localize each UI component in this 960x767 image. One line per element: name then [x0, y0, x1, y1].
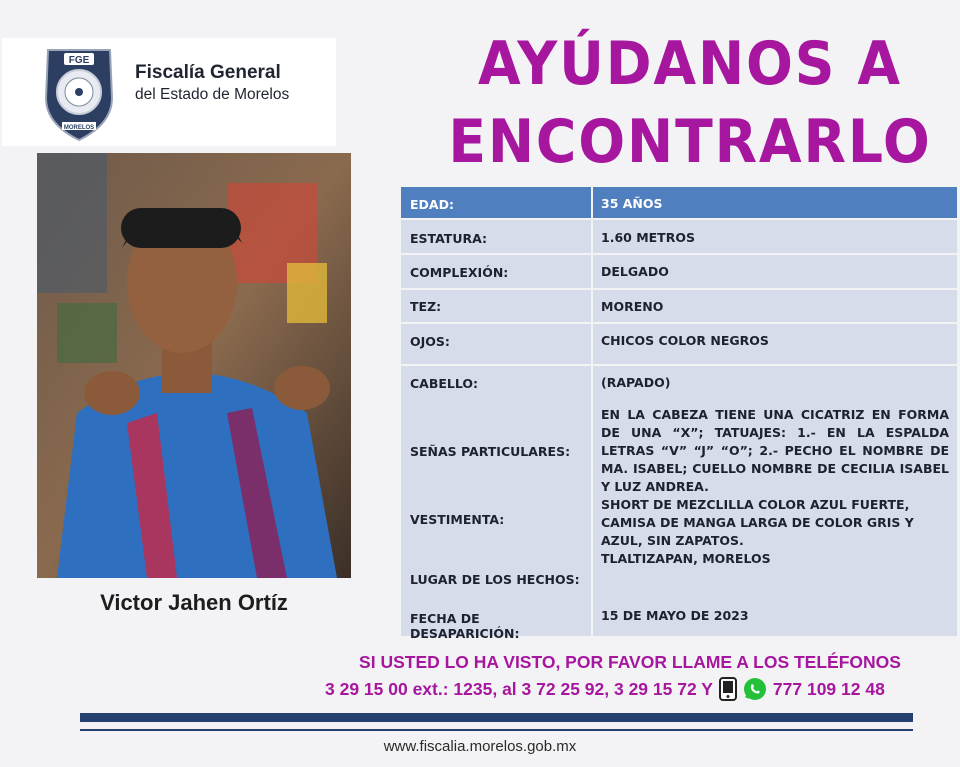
person-name: Victor Jahen Ortíz [100, 590, 288, 615]
table-row-eyes [401, 324, 957, 366]
details-table [401, 187, 957, 641]
mobile-phone-icon [719, 677, 737, 701]
table-row-skin [401, 290, 957, 324]
value-eyes: CHICOS COLOR NEGROS [601, 333, 769, 348]
contact-appeal: SI USTED LO HA VISTO, POR FAVOR LLAME A LOS TELÉFONOS [359, 652, 901, 672]
headline-line2: ENCONTRARLO [448, 107, 932, 177]
table-block-description [401, 366, 957, 641]
website-url: www.fiscalia.morelos.gob.mx [383, 738, 577, 755]
label-clothing: VESTIMENTA: [410, 512, 505, 527]
label-age: EDAD: [410, 197, 454, 212]
label-marks: SEÑAS PARTICULARES: [410, 444, 571, 459]
value-height: 1.60 METROS [601, 230, 695, 245]
value-place: TLALTIZAPAN, MORELOS [601, 551, 771, 566]
label-build: COMPLEXIÓN: [410, 265, 509, 280]
org-name: Fiscalía General [135, 62, 281, 83]
whatsapp-number: 777 109 12 48 [772, 678, 885, 699]
table-row-build [401, 255, 957, 290]
org-subname: del Estado de Morelos [135, 86, 290, 103]
value-date: 15 DE MAYO DE 2023 [601, 608, 749, 623]
agency-logo [2, 38, 336, 146]
label-height: ESTATURA: [410, 231, 488, 246]
headline-line1: AYÚDANOS A [477, 29, 902, 99]
label-date: FECHA DE DESAPARICIÓN: [410, 611, 520, 641]
whatsapp-icon [743, 677, 767, 701]
footer-divider-thick [80, 713, 913, 722]
table-row-height [401, 220, 957, 255]
footer-divider-thin [80, 729, 913, 731]
value-age: 35 AÑOS [601, 196, 663, 211]
value-clothing: SHORT DE MEZCLILLA COLOR AZUL FUERTE, CAMISA DE MANGA LARGA DE COLOR GRIS Y AZUL, SIN ZAPATOS. [601, 497, 914, 548]
table-row-age [401, 187, 957, 220]
fge-seal-icon [40, 42, 118, 142]
label-hair: CABELLO: [410, 376, 479, 391]
contact-phones [325, 676, 885, 702]
label-eyes: OJOS: [410, 334, 450, 349]
label-place: LUGAR DE LOS HECHOS: [410, 572, 580, 587]
value-skin: MORENO [601, 299, 664, 314]
value-marks: EN LA CABEZA TIENE UNA CICATRIZ EN FORMA DE UNA “X”; TATUAJES: 1.- EN LA ESPALDA LETRAS “V” “J” “O”; 2.- PECHO EL NOMBRE DE MA. ISABEL; CUELLO NOMBRE DE CECILIA ISABEL Y LUZ ANDREA. [601, 407, 949, 494]
seal-label: FGE [68, 55, 90, 66]
person-photo [37, 153, 351, 578]
phone-numbers: 3 29 15 00 ext.: 1235, al 3 72 25 92, 3 29 15 72 Y [325, 678, 713, 699]
seal-bottom-label: MORELOS [63, 125, 95, 131]
value-hair: (RAPADO) [601, 375, 671, 390]
label-skin: TEZ: [410, 299, 442, 314]
value-build: DELGADO [601, 264, 669, 279]
